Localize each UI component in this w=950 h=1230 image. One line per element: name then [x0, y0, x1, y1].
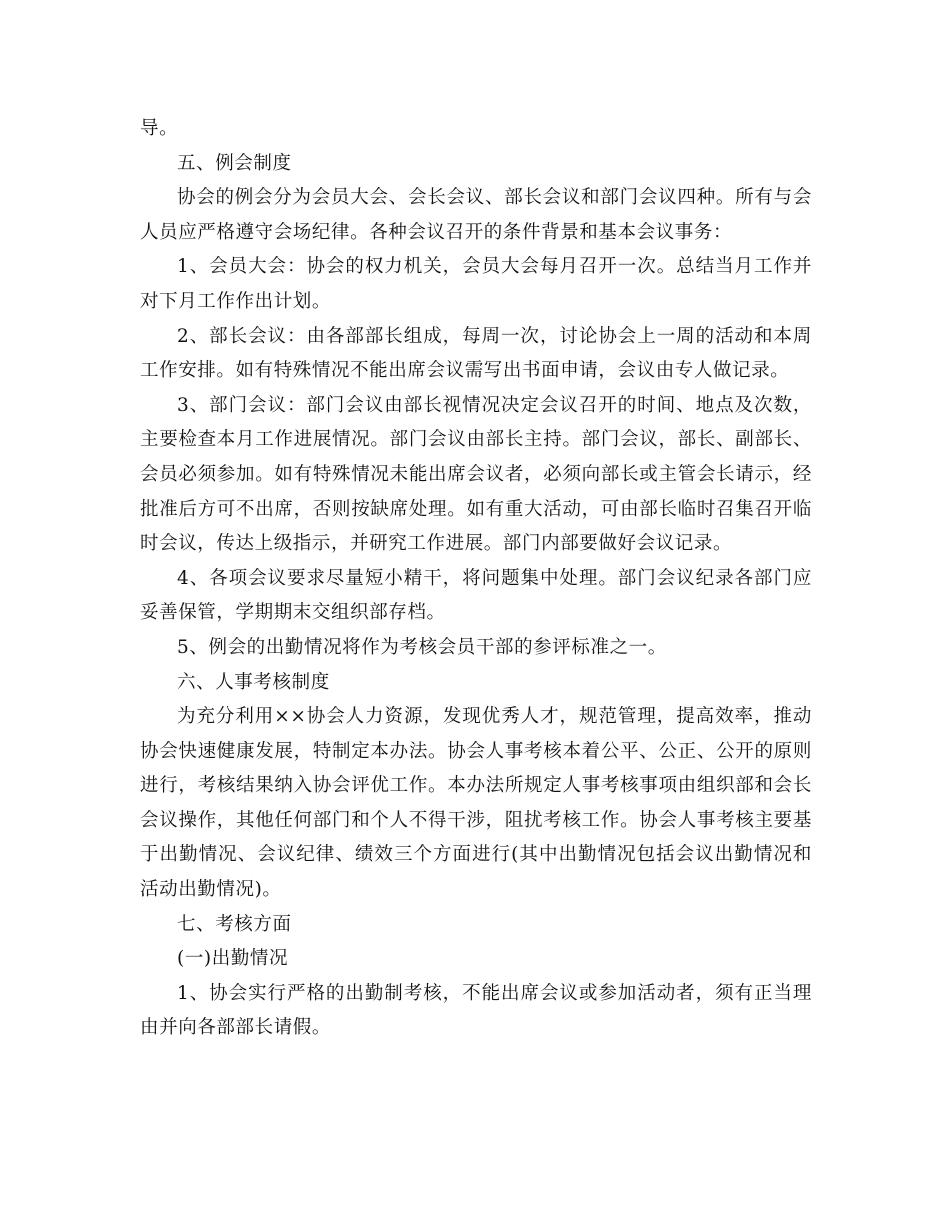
paragraph-department-meeting: 3、部门会议：部门会议由部长视情况决定会议召开的时间、地点及次数，主要检查本月工作进展情况。部门会议由部长主持。部门会议，部长、副部长、会员必须参加。如有特殊情况未能出席会议者，必须向部长或主管会长请示，经批准后方可不出席，否则按缺席处理。如有重大活动，可由部长临时召集召开临时会议，传达上级指示，并研究工作进展。部门内部要做好会议记录。 — [140, 394, 812, 555]
paragraph-personnel-evaluation: 为充分利用××协会人力资源，发现优秀人才，规范管理，提高效率，推动协会快速健康发展，特制定本办法。协会人事考核本着公平、公正、公开的原则进行，考核结果纳入协会评优工作。本办法所规定人事考核事项由组织部和会长会议操作，其他任何部门和个人不得干涉，阻扰考核工作。协会人事考核主要基于出勤情况、会议纪律、绩效三个方面进行(其中出勤情况包括会议出勤情况和活动出勤情况)。 — [140, 706, 812, 901]
document-body — [140, 112, 812, 1046]
paragraph-member-assembly: 1、会员大会：协会的权力机关，会员大会每月召开一次。总结当月工作并对下月工作作出计划。 — [140, 256, 812, 312]
paragraph-minister-meeting: 2、部长会议：由各部部长组成，每周一次，讨论协会上一周的活动和本周工作安排。如有特殊情况不能出席会议需写出书面申请，会议由专人做记录。 — [140, 325, 812, 382]
paragraph-attendance-standard: 5、例会的出勤情况将作为考核会员干部的参评标准之一。 — [177, 636, 667, 658]
paragraph-meeting-requirements: 4、各项会议要求尽量短小精干，将问题集中处理。部门会议纪录各部门应妥善保管，学期期末交组织部存档。 — [140, 567, 812, 624]
paragraph-meeting-types: 协会的例会分为会员大会、会长会议、部长会议和部门会议四种。所有与会人员应严格遵守会场纪律。各种会议召开的条件背景和基本会议事务： — [140, 187, 812, 243]
paragraph-continuation: 导。 — [140, 118, 179, 139]
section-heading-meeting-system: 五、例会制度 — [177, 152, 292, 174]
subsection-heading-attendance: (一)出勤情况 — [177, 948, 289, 970]
paragraph-attendance-rule: 1、协会实行严格的出勤制考核，不能出席会议或参加活动者，须有正当理由并向各部部长请假。 — [140, 982, 812, 1039]
section-heading-evaluation-aspects: 七、考核方面 — [177, 913, 292, 935]
section-heading-personnel-evaluation: 六、人事考核制度 — [177, 671, 330, 693]
